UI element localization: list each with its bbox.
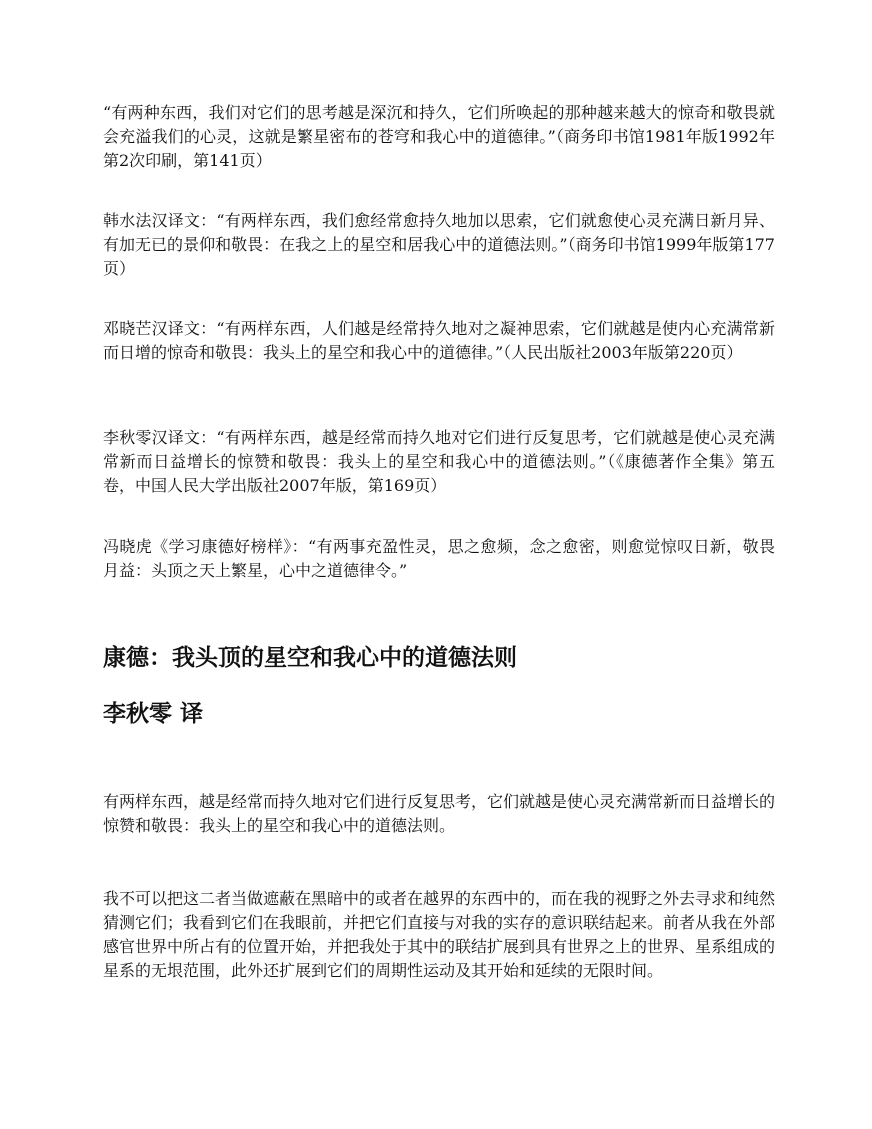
quote-paragraph-5: 冯晓虎《学习康德好榜样》：“有两事充盈性灵，思之愈频，念之愈密，则愈觉惊叹日新，敬畏月益：头顶之天上繁星，心中之道德律令。” — [103, 537, 775, 580]
quote-paragraph-4: 李秋零汉译文：“有两样东西，越是经常而持久地对它们进行反复思考，它们就越是使心灵充满常新而日益增长的惊赞和敬畏：我头上的星空和我心中的道德法则。”（《康德著作全集》第五卷，中国人民大学出版社2007年版，第169页） — [103, 428, 775, 495]
quote-paragraph-1: “有两种东西，我们对它们的思考越是深沉和持久，它们所唤起的那种越来越大的惊奇和敬畏就会充溢我们的心灵，这就是繁星密布的苍穹和我心中的道德律。”（商务印书馆1981年版1992年第2次印刷，第141页） — [103, 103, 775, 170]
section-title: 康德：我头顶的星空和我心中的道德法则 — [103, 645, 517, 671]
quote-paragraph-2: 韩水法汉译文：“有两样东西，我们愈经常愈持久地加以思索，它们就愈使心灵充满日新月异、有加无已的景仰和敬畏：在我之上的星空和居我心中的道德法则。”（商务印书馆1999年版第177页） — [103, 211, 775, 278]
body-paragraph-2: 我不可以把这二者当做遮蔽在黑暗中的或者在越界的东西中的，而在我的视野之外去寻求和纯然猜测它们；我看到它们在我眼前，并把它们直接与对我的实存的意识联结起来。前者从我在外部感官世界中所占有的位置开始，并把我处于其中的联结扩展到具有世界之上的世界、星系组成的星系的无垠范围，此外还扩展到它们的周期性运动及其开始和延续的无限时间。 — [103, 889, 776, 980]
body-paragraph-1: 有两样东西，越是经常而持久地对它们进行反复思考，它们就越是使心灵充满常新而日益增长的惊赞和敬畏：我头上的星空和我心中的道德法则。 — [103, 792, 776, 835]
quote-paragraph-3: 邓晓芒汉译文：“有两样东西，人们越是经常持久地对之凝神思索，它们就越是使内心充满常新而日增的惊奇和敬畏：我头上的星空和我心中的道德律。”（人民出版社2003年版第220页） — [103, 319, 775, 362]
translator-heading: 李秋零 译 — [103, 701, 204, 727]
